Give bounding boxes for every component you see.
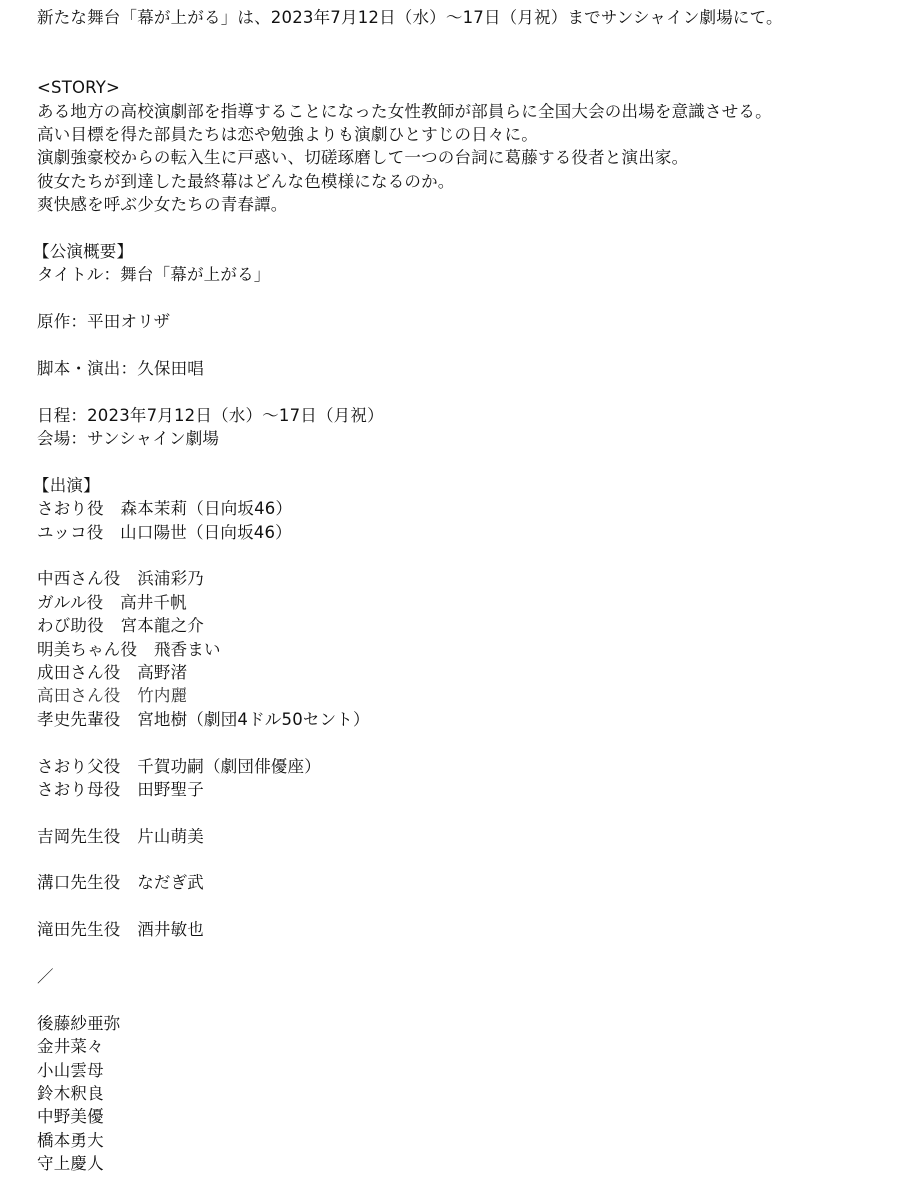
spacer [37,895,897,918]
overview-schedule: 日程：2023年7月12日（水）〜17日（月祝） [37,405,384,425]
story-line: 彼女たちが到達した最終幕はどんな色模様になるのか。 [37,171,455,191]
cast-line: さおり父役 千賀功嗣（劇団俳優座） [37,756,321,776]
spacer [37,29,897,76]
spacer [37,217,897,240]
ensemble-name: 橋本勇大 [37,1130,104,1150]
cast-line: さおり母役 田野聖子 [37,779,204,799]
cast-line: 孝史先輩役 宮地樹（劇団4ドル50セント） [37,709,370,729]
separator-slash: ／ [37,967,54,987]
spacer [37,380,897,403]
ensemble-name: 金井菜々 [37,1037,104,1057]
spacer [37,942,897,965]
spacer [37,988,897,1011]
cast-line: さおり役 森本茉莉（日向坂46） [37,499,293,519]
spacer [37,333,897,356]
story-line: ある地方の高校演劇部を指導することになった女性教師が部員らに全国大会の出場を意識させる。 [37,101,772,121]
ensemble-name: 後藤紗亜弥 [37,1013,121,1033]
spacer [37,731,897,754]
cast-heading: 【出演】 [33,475,100,495]
cast-line: ユッコ役 山口陽世（日向坂46） [37,522,292,542]
overview-title: タイトル：舞台「幕が上がる」 [37,265,271,285]
spacer [37,544,897,567]
cast-line: 滝田先生役 酒井敏也 [37,920,204,940]
document-body [33,6,897,1176]
story-line: 高い目標を得た部員たちは恋や勉強よりも演劇ひとすじの日々に。 [37,124,538,144]
spacer [37,801,897,824]
story-line: 演劇強豪校からの転入生に戸惑い、切磋琢磨して一つの台詞に葛藤する役者と演出家。 [37,148,689,168]
ensemble-name: 守上慶人 [37,1154,104,1174]
intro-text: 新たな舞台「幕が上がる」は、2023年7月12日（水）〜17日（月祝）までサンシャイン劇場にて。 [37,8,783,27]
story-heading: <STORY> [37,78,121,98]
ensemble-name: 中野美優 [37,1107,104,1127]
cast-line: わび助役 宮本龍之介 [37,616,204,636]
cast-line: 溝口先生役 なだぎ武 [37,873,204,893]
spacer [37,287,897,310]
overview-script: 脚本・演出：久保田唱 [37,358,204,378]
cast-line: 高田さん役 竹内麗 [37,686,188,706]
cast-line: 明美ちゃん役 飛香まい [37,639,221,659]
overview-venue: 会場：サンシャイン劇場 [37,429,220,449]
cast-line: 成田さん役 高野渚 [37,662,188,682]
cast-line: 中西さん役 浜浦彩乃 [37,569,204,589]
overview-heading: 【公演概要】 [33,241,134,261]
spacer [37,848,897,871]
ensemble-name: 小山雲母 [37,1060,104,1080]
cast-line: ガルル役 高井千帆 [37,592,187,612]
spacer [37,450,897,473]
ensemble-name: 鈴木釈良 [37,1083,104,1103]
story-line: 爽快感を呼ぶ少女たちの青春譚。 [37,195,288,215]
overview-original: 原作：平田オリザ [37,312,171,332]
cast-line: 吉岡先生役 片山萌美 [37,826,204,846]
